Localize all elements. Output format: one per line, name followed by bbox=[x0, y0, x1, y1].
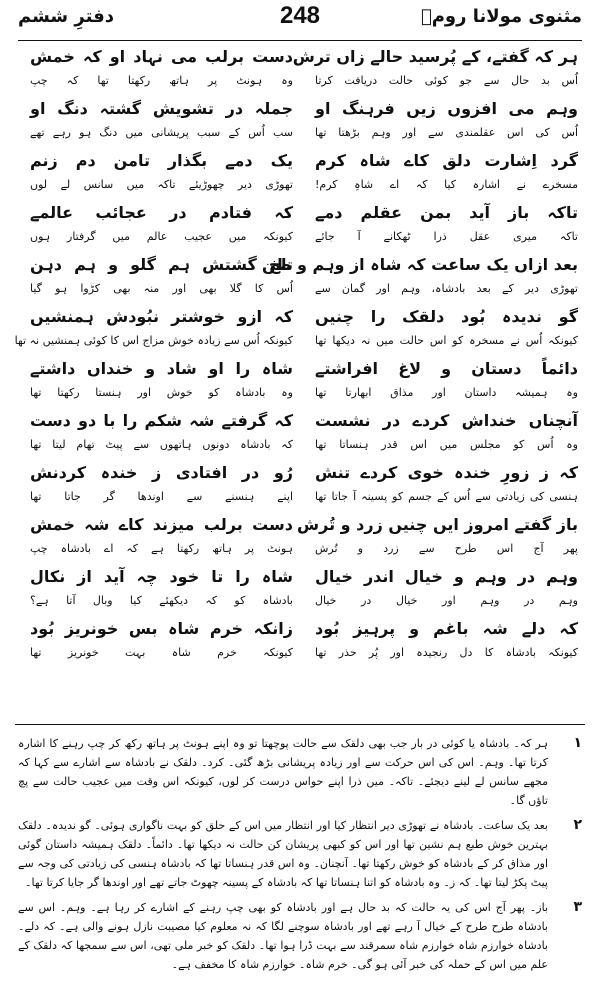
footnote-number: ۲ bbox=[573, 817, 582, 833]
verse: زانکہ خرم شاہ بس خونریز بُود bbox=[30, 619, 293, 638]
couplet bbox=[30, 564, 293, 616]
translation: اپنے ہنسنے سے اوندھا گر جاتا تھا bbox=[30, 490, 293, 503]
couplet bbox=[315, 356, 578, 408]
couplet bbox=[30, 460, 293, 512]
translation: تھوڑی دیر کے بعد بادشاہ، وہم اور گمان سے bbox=[315, 282, 578, 295]
couplet bbox=[30, 148, 293, 200]
translation: کہ بادشاہ دونوں ہاتھوں سے پیٹ تھام لیتا تھا bbox=[30, 438, 293, 451]
couplet bbox=[315, 304, 578, 356]
couplet bbox=[30, 408, 293, 460]
verse: کہ دلے شہ باغم و پرہیز بُود bbox=[315, 619, 578, 638]
footnotes bbox=[18, 734, 582, 980]
verse: تاکہ باز آید بمن عقلم دمے bbox=[315, 203, 578, 222]
verse: یک دمے بگذار تامن دم زنم bbox=[30, 151, 293, 170]
verse: کہ گرفتے شہ شکم را با دو دست bbox=[30, 411, 293, 430]
footnote-number: ۱ bbox=[573, 735, 582, 751]
translation: کیونکہ اُس نے مسخرہ کو اس حالت میں نہ دیکھا تھا bbox=[315, 334, 578, 347]
translation: کیونکہ خرم شاہ بہت خونریز تھا bbox=[30, 646, 293, 659]
couplet bbox=[315, 616, 578, 668]
couplet bbox=[30, 616, 293, 668]
volume-label: دفترِ ششم bbox=[18, 6, 114, 27]
book-title: مثنوی مولانا رومؒ bbox=[420, 6, 582, 27]
translation: کیونکہ اُس سے زیادہ خوش مزاج اس کا کوئی ہمنشیں نہ تھا bbox=[14, 334, 293, 347]
translation: وہ بادشاہ کو خوش اور ہنستا رکھتا تھا bbox=[30, 386, 293, 399]
verse: دائماً دستان و لاغ افراشتے bbox=[315, 359, 578, 378]
couplet bbox=[315, 564, 578, 616]
couplet bbox=[30, 44, 293, 96]
couplet bbox=[261, 252, 578, 304]
couplet bbox=[315, 200, 578, 252]
verse: جملہ در تشویش گشتہ دنگ او bbox=[30, 99, 293, 118]
couplet bbox=[30, 356, 293, 408]
translation: وہ ہونٹ پر ہاتھ رکھتا تھا کہ چپ bbox=[30, 74, 293, 87]
footnote-number: ۳ bbox=[573, 899, 582, 915]
verse: دست برلب میزند کاے شہ خمش bbox=[30, 515, 293, 534]
verse: شاہ را او شاد و خنداں داشتے bbox=[30, 359, 293, 378]
translation: بادشاہ کو کہ دیکھئے کیا وبال آتا ہے؟ bbox=[30, 594, 293, 607]
couplet bbox=[297, 512, 578, 564]
translation: اُس کی اس عقلمندی سے اور وہم بڑھتا تھا bbox=[315, 126, 578, 139]
translation: تاکہ میری عقل ذرا ٹھکانے آ جائے bbox=[315, 230, 578, 243]
couplet bbox=[14, 304, 293, 356]
verse: آنچناں خنداش کردے در نشست bbox=[315, 411, 578, 430]
translation: پھر آج اس طرح سے زرد و تُرش bbox=[315, 542, 578, 555]
translation: ہنسی کی زیادتی سے اُس کے جسم کو پسینہ آ جاتا تھا bbox=[315, 490, 578, 503]
couplet bbox=[292, 44, 578, 96]
translation: اُس بد حال سے جو کوئی حالت دریافت کرتا bbox=[315, 74, 578, 87]
verse: دست برلب می نہاد او کہ خمش bbox=[30, 47, 293, 66]
verse-column-left bbox=[14, 44, 293, 724]
couplet bbox=[30, 200, 293, 252]
couplet bbox=[315, 460, 578, 512]
verse-column-right bbox=[261, 44, 578, 724]
translation: ہونٹ پر ہاتھ رکھتا ہے کہ اے بادشاہ چپ bbox=[30, 542, 293, 555]
translation: کیونکہ بادشاہ کا دل رنجیدہ اور پُر حذر تھا bbox=[315, 646, 578, 659]
translation: مسخرے نے اشارہ کیا کہ اے شاہِ کرم! bbox=[315, 178, 578, 191]
translation: وہ اُس کو مجلس میں اس قدر ہنساتا تھا bbox=[315, 438, 578, 451]
footnote-divider bbox=[15, 724, 585, 725]
couplet bbox=[30, 512, 293, 564]
verse: ہر کہ گفتے، کے پُرسید حالے زاں ترش bbox=[292, 47, 578, 66]
verse: رُو در افتادی ز خندہ کردنش bbox=[30, 463, 293, 482]
couplet bbox=[315, 96, 578, 148]
footnote bbox=[18, 734, 582, 810]
translation: اُس کا گلا بھی اور منہ بھی کڑوا ہو گیا bbox=[30, 282, 293, 295]
footnote bbox=[18, 816, 582, 892]
verse: باز گفتے امروز ایں چنیں زرد و تُرش bbox=[297, 515, 578, 534]
footnote-text: ہر کہ۔ بادشاہ یا کوئی در بار جب بھی دلقک سے حالت پوچھتا تو وہ اپنے ہونٹ پر ہاتھ رکھ کر چپ رہنے کا اشارہ کرتا تھا۔ وہم۔ اس کی اس حرکت سے اور زیادہ پریشانی بڑھ گئی۔ کرد۔ دلقک نے بادشاہ سے اشارے سے کہا کہ مجھے سانس لے لینے دیجئے۔ تاکہ۔ میں ذرا اپنے حواس درست کر لوں، کیونکہ اس وقت میں عجیب حالت سے پچ تاؤں گا۔ bbox=[18, 737, 548, 807]
page-header bbox=[18, 2, 582, 38]
verse: گرد اِشارت دلق کاے شاہ کرم bbox=[315, 151, 578, 170]
translation: تھوڑی دیر چھوڑیئے تاکہ میں سانس لے لوں bbox=[30, 178, 293, 191]
translation: وہم در وہم اور خیال در خیال bbox=[315, 594, 578, 607]
footnote-text: باز۔ پھر آج اس کی یہ حالت کہ بد حال ہے اور بادشاہ کو بھی چپ رہنے کے اشارے کر رہا ہے۔ وہم۔ اس سے بادشاہ طرح طرح کے خیال آ رہے تھے اور بادشاہ سوچنے لگا کہ نہ معلوم کیا مصیبت نازل ہونے والی ہے۔ کہ دلے۔ بادشاہ خوارزم شاہ خوارزم شاہ سمرقند سے بہت ڈرا ہوا تھا۔ دلقک کو خبر ملی تھی، اس سے سمجھا کہ دلقک کے علم میں اس کے حملہ کی خبر آئی ہو گی۔ خرم شاہ۔ خوارزم شاہ کا مخفف ہے۔ bbox=[18, 901, 548, 971]
verse: تلخ گشتش ہم گلو و ہم دہن bbox=[30, 255, 293, 274]
verse: کہ ازو خوشتر نبُودش ہمنشیں bbox=[30, 307, 293, 326]
footnote bbox=[18, 898, 582, 974]
verse: وہم در وہم و خیال اندر خیال bbox=[315, 567, 578, 586]
header-divider bbox=[18, 40, 582, 41]
footnote-text: بعد یک ساعت۔ بادشاہ نے تھوڑی دیر انتظار کیا اور انتظار میں اس کے حلق کو بہت ناگواری ہوئی۔ گو ندیدہ۔ دلقک بہترین خوش طبع ہم نشین تھا اور اس کو کبھی پریشان کن حالت نہ دیکھا تھا۔ دائماً۔ دلقک ہمیشہ داستان گوئی اور مذاق کر کے بادشاہ کو خوش رکھتا تھا۔ آنچنان۔ وہ اس قدر ہنساتا تھا کہ بادشاہ ہنسی کی زیادتی کی وجہ سے پیٹ پکڑ لیتا تھا۔ کہ ز۔ وہ بادشاہ کو اتنا ہنساتا تھا کہ بادشاہ کے پسینہ چھوٹ جاتے تھے اور اوندھا گر جایا کرتا تھا۔ bbox=[18, 819, 548, 889]
couplet bbox=[315, 148, 578, 200]
translation: وہ ہمیشہ داستان اور مذاق ابھارتا تھا bbox=[315, 386, 578, 399]
translation: سب اُس کے سبب پریشانی میں دنگ ہو رہے تھے bbox=[30, 126, 293, 139]
verse: شاہ را تا خود چہ آید از نکال bbox=[30, 567, 293, 586]
couplet bbox=[30, 96, 293, 148]
couplet bbox=[30, 252, 293, 304]
verse: کہ ز زورِ خندہ خوی کردے تنش bbox=[315, 463, 578, 482]
verse: گو ندیدہ بُود دلقک را چنیں bbox=[315, 307, 578, 326]
verse: کہ فتادم در عجائب عالمے bbox=[30, 203, 293, 222]
translation: کیونکہ میں عجیب عالم میں گرفتار ہوں bbox=[30, 230, 293, 243]
couplet bbox=[315, 408, 578, 460]
verse: وہم می افزوں زیں فرہنگ او bbox=[315, 99, 578, 118]
verse: بعد ازاں یک ساعت کہ شاہ از وہم و ظن bbox=[261, 255, 578, 274]
page-number: 248 bbox=[279, 2, 321, 29]
